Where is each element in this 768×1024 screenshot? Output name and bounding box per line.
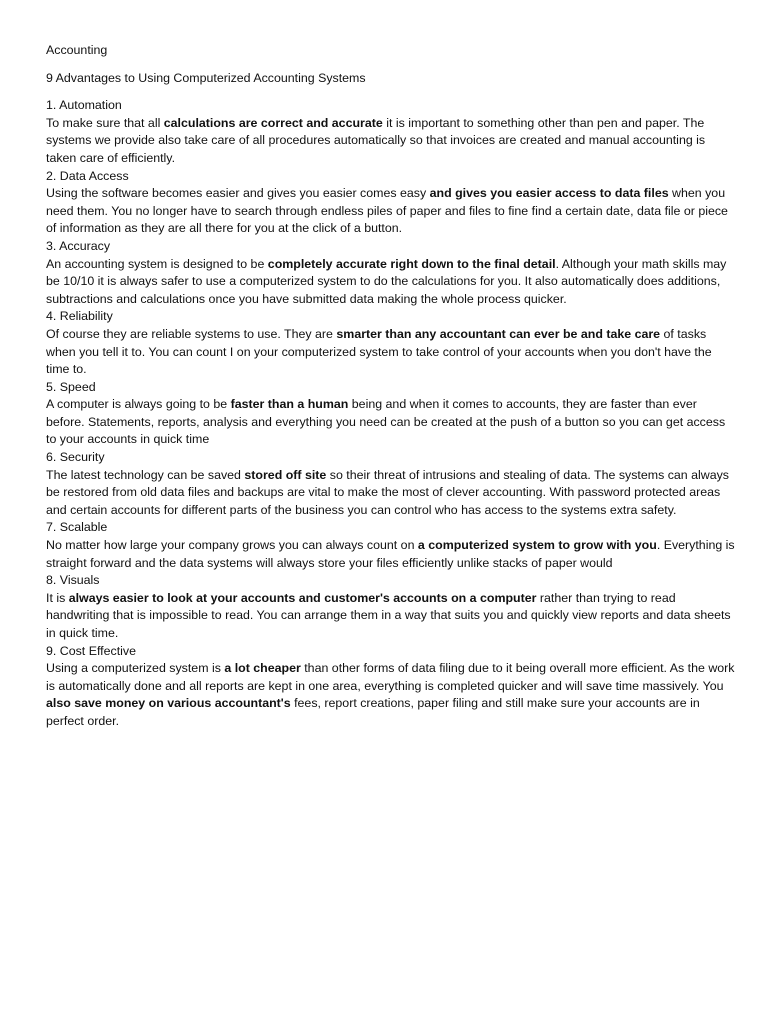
section-7 <box>46 519 736 572</box>
section-2 <box>46 168 736 238</box>
body-text: than other forms of data filing due to it being overall more efficient. As the work is automatically done and all reports are kept in one area, everything is completed quicker and will save time massively. You <box>46 661 735 693</box>
bold-text: stored off site <box>244 467 327 482</box>
bold-text: a lot cheaper <box>224 661 301 676</box>
body-text: when you need them. You no longer have to search through endless piles of paper and files to fine find a certain date, data file or piece of information as they are all there for you at the click of a button. <box>46 186 728 236</box>
section-body <box>46 326 736 379</box>
body-text: It is <box>46 590 69 605</box>
section-heading: 9. Cost Effective <box>46 643 136 658</box>
section-heading: 5. Speed <box>46 379 96 394</box>
section-1 <box>46 97 736 167</box>
bold-text: faster than a human <box>230 397 349 412</box>
section-3 <box>46 238 736 308</box>
body-text: being and when it comes to accounts, they are faster than ever before. Statements, reports, analysis and everything you need can be created at the push of a button so you can get access to your accounts in quick time <box>46 397 726 447</box>
body-text: it is important to something other than pen and paper. The systems we provide also take care of all procedures automatically so that invoices are created and manual accounting is taken care of efficiently. <box>46 115 706 165</box>
section-heading: 8. Visuals <box>46 573 100 588</box>
bold-text: also save money on various accountant's <box>46 696 291 711</box>
section-heading: 7. Scalable <box>46 520 108 535</box>
section-8 <box>46 572 736 642</box>
body-text: Using a computerized system is <box>46 661 225 676</box>
body-text: The latest technology can be saved <box>46 467 245 482</box>
body-text: A computer is always going to be <box>46 397 231 412</box>
body-text: Using the software becomes easier and gives you easier comes easy <box>46 186 430 201</box>
body-text: To make sure that all <box>46 115 164 130</box>
bold-text: always easier to look at your accounts and customer's accounts on a computer <box>68 590 537 605</box>
section-body <box>46 660 736 730</box>
section-body <box>46 396 736 449</box>
section-6 <box>46 449 736 519</box>
bold-text: calculations are correct and accurate <box>163 115 383 130</box>
body-text: Of course they are reliable systems to use. They are <box>46 326 337 341</box>
document-title: 9 Advantages to Using Computerized Accounting Systems <box>46 70 366 85</box>
section-body <box>46 537 736 572</box>
section-4 <box>46 308 736 378</box>
section-body <box>46 467 736 520</box>
section-heading: 2. Data Access <box>46 168 129 183</box>
body-text: No matter how large your company grows you can always count on <box>46 538 418 553</box>
section-heading: 6. Security <box>46 450 105 465</box>
section-heading: 4. Reliability <box>46 309 113 324</box>
body-text: rather than trying to read handwriting that is impossible to read. You can arrange them in a way that suits you and quickly view reports and data sheets in quick time. <box>46 590 731 640</box>
body-text: so their threat of intrusions and stealing of data. The systems can always be restored from old data files and backups are vital to make the most of clever accounting. With password protected areas and certain accounts for different parts of the business you can control who has access to the systems extra safety. <box>46 467 730 517</box>
bold-text: completely accurate right down to the final detail <box>267 256 556 271</box>
section-5 <box>46 379 736 449</box>
section-9 <box>46 643 736 731</box>
document-page <box>46 42 736 731</box>
document-label: Accounting <box>46 43 108 57</box>
section-body <box>46 185 736 238</box>
bold-text: a computerized system to grow with you <box>417 538 657 553</box>
body-text: . Although your math skills may be 10/10 it is always safer to use a computerized system to do the calculations for you. It also automatically does additions, subtractions and calculations once you have submitted data making the whole process quicker. <box>46 256 727 306</box>
body-text: An accounting system is designed to be <box>46 256 268 271</box>
body-text: . Everything is straight forward and the data systems will always store your files efficiently unlike stacks of paper would <box>46 538 735 570</box>
body-text: of tasks when you tell it to. You can count I on your computerized system to take control of your accounts when you don't have the time to. <box>46 326 712 377</box>
section-body <box>46 115 736 168</box>
section-heading: 3. Accuracy <box>46 238 111 253</box>
bold-text: and gives you easier access to data files <box>429 186 669 201</box>
bold-text: smarter than any accountant can ever be and take care <box>336 326 661 341</box>
section-heading: 1. Automation <box>46 98 122 113</box>
body-text: fees, report creations, paper filing and still make sure your accounts are in perfect order. <box>46 696 700 728</box>
section-body <box>46 590 736 643</box>
sections-container <box>46 97 736 730</box>
section-body <box>46 256 736 309</box>
